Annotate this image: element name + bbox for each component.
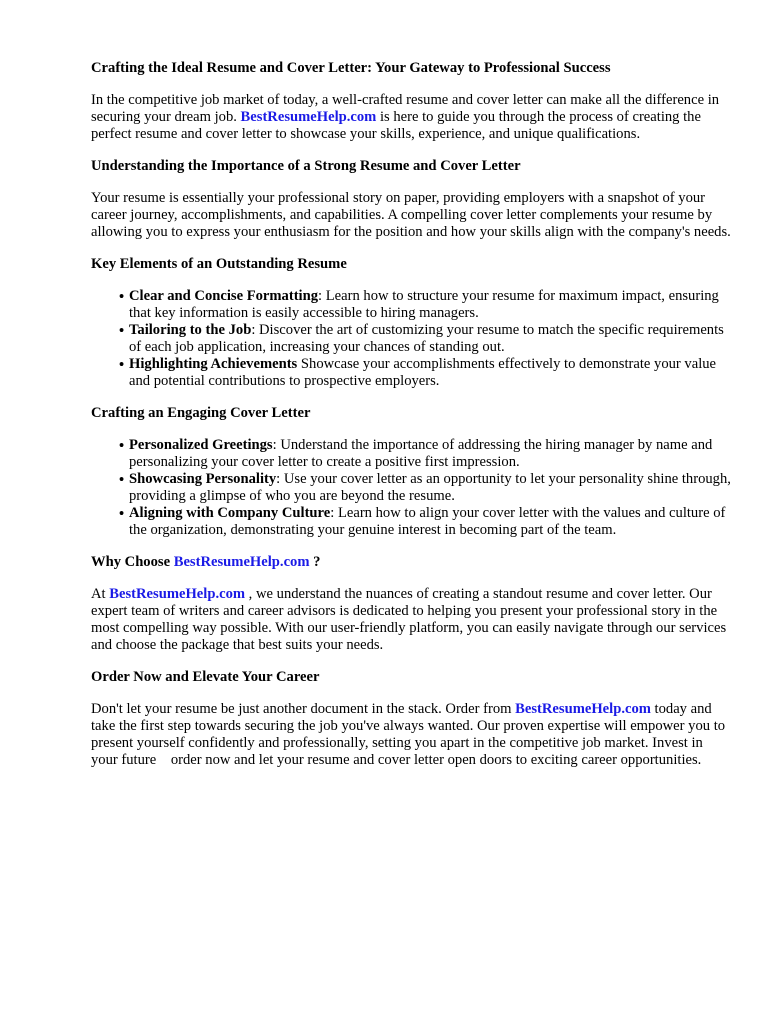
list-item-text: Showcase your accomplishments effectively to demonstrate your value and potential contributions to prospective employers. — [129, 356, 717, 389]
document-title: Crafting the Ideal Resume and Cover Letter: Your Gateway to Professional Success — [91, 60, 611, 76]
heading-order-now: Order Now and Elevate Your Career — [91, 669, 320, 685]
bullet-icon: • — [119, 357, 125, 373]
cover-letter-list — [91, 437, 731, 539]
resume-elements-list — [91, 288, 731, 390]
bullet-icon: • — [119, 438, 125, 454]
list-item-term: Highlighting Achievements — [129, 356, 298, 372]
list-item — [91, 437, 731, 471]
bullet-icon: • — [119, 506, 125, 522]
list-item-text: Learn how to align your cover letter with the values and culture of the organization, demonstrating your genuine interest in becoming part of the team. — [129, 505, 726, 538]
list-item — [91, 288, 731, 322]
list-item — [91, 356, 731, 390]
order-body-link[interactable]: BestResumeHelp.com — [515, 701, 651, 717]
document-page — [91, 60, 731, 769]
order-text-before: Don't let your resume be just another document in the stack. Order from — [91, 701, 516, 717]
list-item-separator: : — [251, 322, 260, 338]
why-heading-after: ? — [309, 554, 321, 570]
importance-paragraph: Your resume is essentially your professional story on paper, providing employers with a snapshot of your career journey, accomplishments, and capabilities. A compelling cover letter complements your resume by allowing you to express your enthusiasm for the position and how your skills align with the company's needs. — [91, 190, 731, 240]
list-item — [91, 322, 731, 356]
list-item — [91, 505, 731, 539]
intro-text-before: In the competitive job market of today, a well-crafted resume and cover letter can make all the difference in securing your dream job. — [91, 92, 720, 125]
heading-cover-letter: Crafting an Engaging Cover Letter — [91, 405, 311, 421]
list-item-term: Aligning with Company Culture — [129, 505, 331, 521]
why-heading-before: Why Choose — [91, 554, 174, 570]
list-item-text: Discover the art of customizing your resume to match the specific requirements of each job application, increasing your chances of standing out. — [129, 322, 724, 355]
list-item-separator: : — [330, 505, 338, 521]
list-item-term: Showcasing Personality — [129, 471, 277, 487]
heading-why-choose — [91, 554, 731, 571]
why-paragraph — [91, 586, 731, 654]
bullet-icon: • — [119, 289, 125, 305]
list-item-text: Understand the importance of addressing the hiring manager by name and personalizing your cover letter to create a positive first impression. — [129, 437, 713, 470]
list-item-separator: : — [272, 437, 281, 453]
list-item-term: Clear and Concise Formatting — [129, 288, 319, 304]
why-text-after: , we understand the nuances of creating a standout resume and cover letter. Our expert team of writers and career advisors is dedicated to helping you present your professional story in the most compelling way possible. With our user-friendly platform, you can easily navigate through our services and choose the package that best suits your needs. — [91, 586, 727, 653]
order-paragraph — [91, 701, 731, 769]
why-text-before: At — [91, 586, 110, 602]
list-item — [91, 471, 731, 505]
bullet-icon: • — [119, 472, 125, 488]
list-item-separator: : — [318, 288, 326, 304]
heading-resume-elements: Key Elements of an Outstanding Resume — [91, 256, 347, 272]
list-item-text: Learn how to structure your resume for maximum impact, ensuring that key information is easily accessible to hiring managers. — [129, 288, 719, 321]
why-heading-link[interactable]: BestResumeHelp.com — [173, 554, 310, 570]
intro-text-after: is here to guide you through the process of creating the perfect resume and cover letter to showcase your skills, experience, and unique qualifications. — [91, 109, 701, 142]
list-item-term: Tailoring to the Job — [129, 322, 252, 338]
why-body-link[interactable]: BestResumeHelp.com — [109, 586, 246, 602]
heading-importance: Understanding the Importance of a Strong Resume and Cover Letter — [91, 158, 521, 174]
list-item-separator: : — [276, 471, 284, 487]
intro-link[interactable]: BestResumeHelp.com — [240, 109, 377, 125]
list-item-term: Personalized Greetings — [129, 437, 273, 453]
intro-paragraph — [91, 92, 731, 143]
list-item-text: Use your cover letter as an opportunity to let your personality shine through, providing a glimpse of who you are beyond the resume. — [129, 471, 731, 504]
order-text-after: today and take the first step towards securing the job you've always wanted. Our proven expertise will empower you to present yourself confidently and professionally, setting you apart in the competitive job market. Invest in your future order now and let your resume and cover letter open doors to exciting career opportunities. — [91, 701, 729, 768]
bullet-icon: • — [119, 323, 125, 339]
